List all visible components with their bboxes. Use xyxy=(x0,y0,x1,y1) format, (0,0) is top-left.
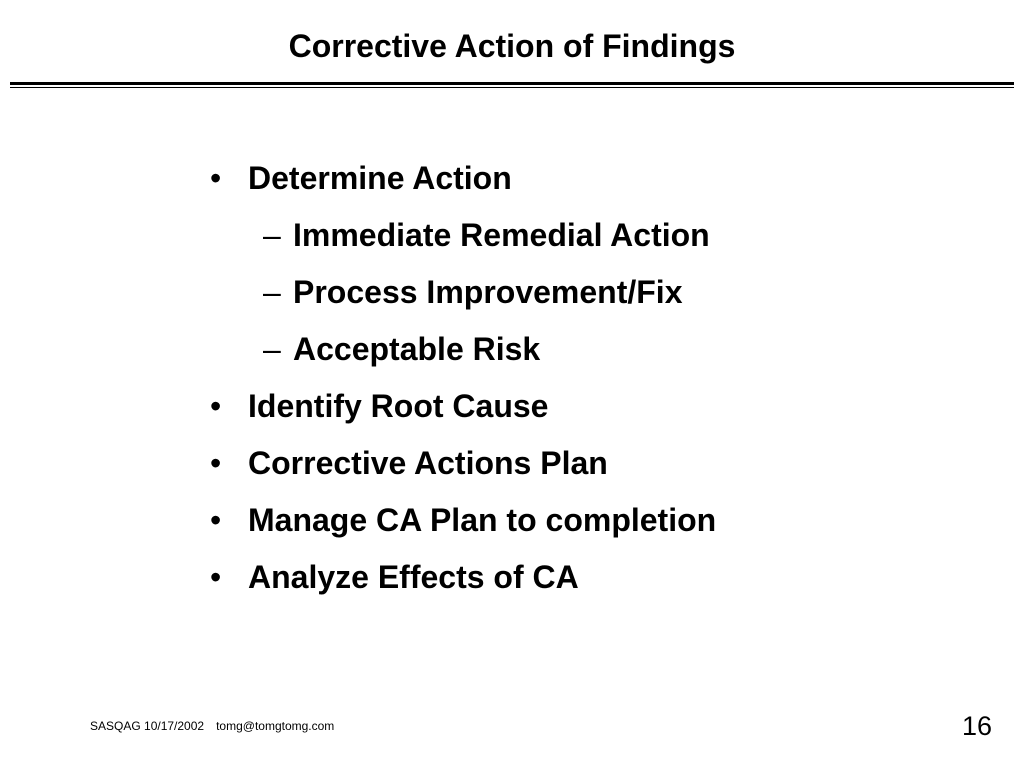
sub-bullet-item xyxy=(210,207,990,264)
sub-bullet-text: Process Improvement/Fix xyxy=(293,274,683,310)
sub-bullet-item xyxy=(210,264,990,321)
sub-bullet-text: Immediate Remedial Action xyxy=(293,217,710,253)
bullet-item xyxy=(210,492,990,549)
bullet-text: Identify Root Cause xyxy=(248,388,549,424)
footer xyxy=(90,718,334,734)
footer-org-date: SASQAG 10/17/2002 xyxy=(90,719,205,733)
bullet-text: Manage CA Plan to completion xyxy=(248,502,717,538)
bullet-marker: • xyxy=(210,445,222,481)
bullet-item xyxy=(210,549,990,606)
dash-marker: – xyxy=(263,331,281,367)
bullet-marker: • xyxy=(210,388,222,424)
footer-email: tomg@tomgtomg.com xyxy=(216,719,335,733)
bullet-marker: • xyxy=(210,502,222,538)
slide-title: Corrective Action of Findings xyxy=(288,28,736,64)
bullet-item xyxy=(210,378,990,435)
bullet-text: Corrective Actions Plan xyxy=(248,445,608,481)
bullet-marker: • xyxy=(210,559,222,595)
bullet-item xyxy=(210,150,990,207)
bullet-text: Analyze Effects of CA xyxy=(248,559,579,595)
page-number: 16 xyxy=(961,711,992,741)
sub-bullet-item xyxy=(210,321,990,378)
dash-marker: – xyxy=(263,274,281,310)
dash-marker: – xyxy=(263,217,281,253)
title-divider xyxy=(10,82,1014,88)
bullet-item xyxy=(210,435,990,492)
bullet-list xyxy=(210,150,990,606)
bullet-marker: • xyxy=(210,160,222,196)
bullet-text: Determine Action xyxy=(248,160,512,196)
sub-bullet-text: Acceptable Risk xyxy=(293,331,541,367)
